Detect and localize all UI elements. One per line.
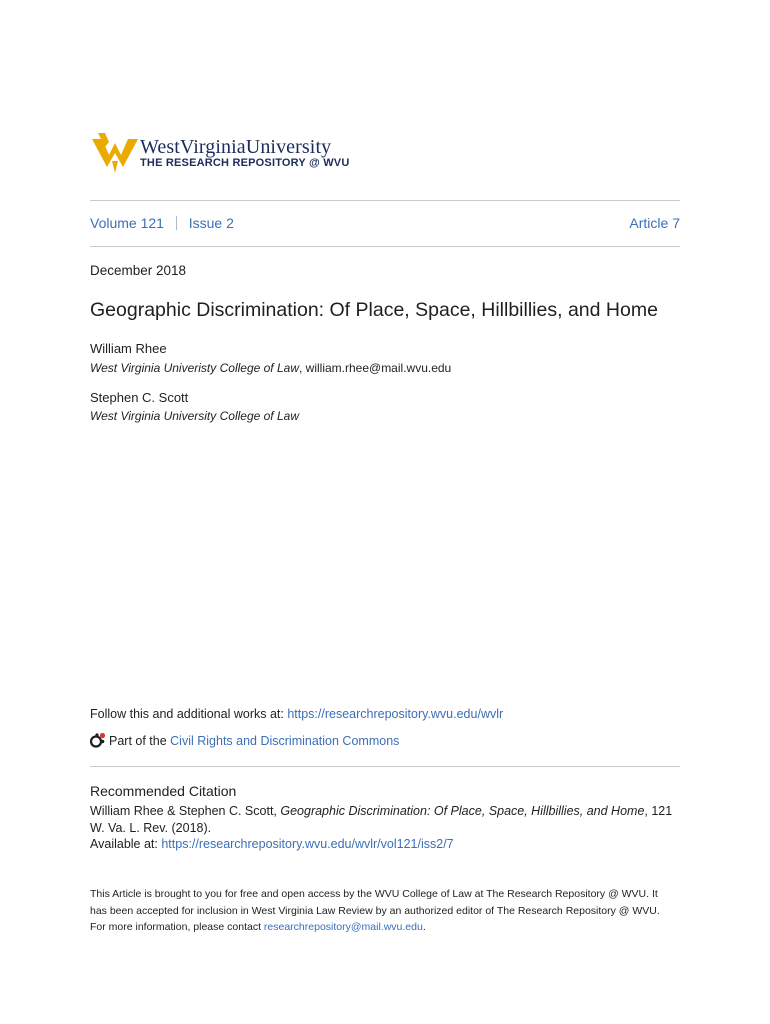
access-notice [90,886,670,936]
author-name: William Rhee [90,341,167,356]
citation-link[interactable]: https://researchrepository.wvu.edu/wvlr/vol121/iss2/7 [161,837,454,851]
header-divider [90,200,680,201]
notice-text: This Article is brought to you for free and open access by the WVU College of Law at The Research Repository @ WVU. It has been accepted for inclusion in West Virginia Law Review by an authorized editor of The Research Repository @ WVU. For more information, please contact [90,888,660,933]
citation-source: , 121 W. Va. L. Rev. (2018). [90,804,673,835]
volume-divider [90,246,680,247]
affiliation-text: West Virginia Univeristy College of Law [90,361,299,375]
citation-divider [90,766,680,767]
follow-line [90,707,503,721]
issue-link[interactable]: Issue 2 [188,215,234,231]
part-of-text: Part of the [109,734,171,748]
author-affiliation [90,361,451,375]
affiliation-text: West Virginia University College of Law [90,409,299,423]
volume-issue-row [90,215,234,231]
commons-link[interactable]: Civil Rights and Discrimination Commons [170,734,400,748]
notice-end: . [422,921,426,933]
wvu-logo-icon [92,133,138,175]
follow-link[interactable]: https://researchrepository.wvu.edu/wvlr [287,707,504,721]
author-affiliation [90,409,299,423]
author-email: william.rhee@mail.wvu.edu [305,361,452,375]
volume-link[interactable]: Volume 121 [90,215,164,231]
issue-date: December 2018 [90,263,187,278]
citation-body [90,803,675,853]
logo-subtitle: THE RESEARCH REPOSITORY @ WVU [140,157,350,169]
citation-authors: William Rhee & Stephen C. Scott, [90,804,281,818]
available-label: Available at: [90,837,162,851]
part-of-line [90,732,399,748]
citation-heading: Recommended Citation [90,783,237,799]
article-title: Geographic Discrimination: Of Place, Space, Hillbillies, and Home [90,299,658,321]
author-name: Stephen C. Scott [90,390,189,405]
contact-email-link[interactable]: researchrepository@mail.wvu.edu [263,921,423,933]
volume-issue-separator [176,216,177,230]
logo-wordmark: WestVirginiaUniversity [140,136,332,158]
citation-title: Geographic Discrimination: Of Place, Space, Hillbillies, and Home [280,804,645,818]
follow-text: Follow this and additional works at: [90,707,288,721]
network-commons-icon [90,732,106,748]
article-link[interactable]: Article 7 [629,215,680,231]
affiliation-separator: , [298,361,306,375]
